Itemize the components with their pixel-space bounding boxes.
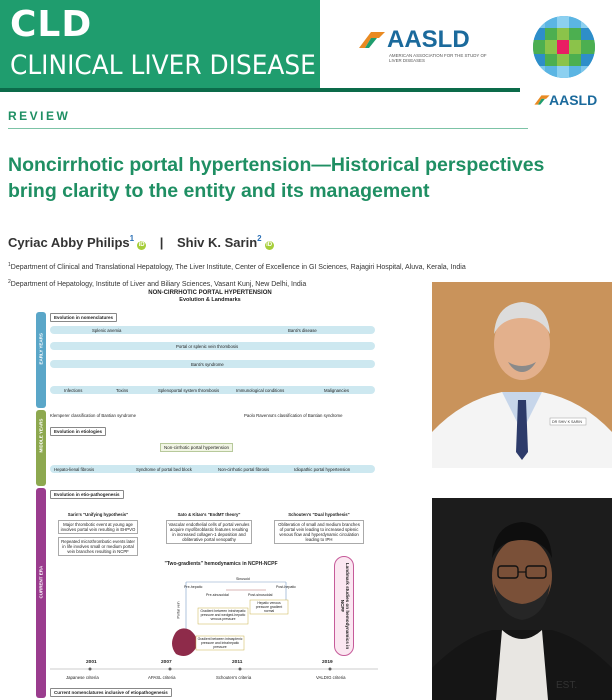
hypothesis-text: Vascular endothelial cells of portal venules acquire myofibroblastic features resulting in increased collagen-1 deposition and obliterative portal venopathy [166,520,252,544]
timeline-criteria: VALDIG criteria [316,675,346,680]
diagram-label: Pre-hepatic [184,585,203,589]
article-title: Noncirrhotic portal hypertension—Historical perspectives bring clarity to the entity and its management [8,154,545,202]
author-name[interactable]: Shiv K. Sarin [176,235,258,250]
hypothesis-title: Schouten's "Dual hypothesis" [288,512,350,517]
author-separator: | [159,235,164,250]
label-cause: Malignancies [324,388,350,393]
author-line [8,234,274,250]
label-splenic-anemia: Splenic anemia [92,328,122,333]
aasld-small-wordmark: AASLD [549,92,598,108]
label-klemperer: Klemperer classification of Bantian syndrome [50,413,136,418]
section-nomenclatures: Evolution in nomenclatures [50,313,117,322]
aasld-logo-small [533,92,608,110]
section-etiologies: Evolution in etiologies [50,427,106,436]
label-cause: Toxins [116,388,129,393]
label-bantis-disease: Banti's disease [288,328,317,333]
hypothesis-text: Major thrombotic event at young age involves portal vein resulting in EHPVO [58,520,138,534]
author-name[interactable]: Cyriac Abby Philips [8,235,130,250]
timeline-year: 2001 [86,660,97,665]
hypothesis-text: Repeated microthrombotic events later in life involves small or medium portal vein branches resulting in NCPF [58,537,138,556]
badge-text: DR SHIV K SARIN [552,420,582,424]
author-photo-philips [432,498,612,700]
label-cause: Splenoportal system thrombosis [158,388,220,393]
timeline-year: 2011 [232,660,243,665]
author-affil-sup: 1 [129,234,135,243]
hypothesis-sato [166,512,252,544]
two-gradients-title: "Two-gradients" hemodynamics in NCPH-NCPF [164,561,278,567]
label-portal-thrombosis: Portal or splenic vein thrombosis [176,344,239,349]
affiliation-sup: 2 [8,279,11,285]
journal-full-name: CLINICAL LIVER DISEASE [10,50,316,81]
label-entity: Non-cirrhotic portal fibrosis [218,467,270,472]
era-label [39,587,44,599]
section-current-nomenclatures: Current nomenclatures inclusive of etiopathogenesis [50,688,172,697]
timeline-criteria: APASL criteria [148,675,176,680]
author-affil-sup: 2 [257,234,262,243]
landmark-studies-pill [334,556,354,656]
diagram-label: Hepatic venous pressure gradient normal [255,601,283,613]
section-pathogenesis: Evolution in etio-pathogenesis [50,490,124,499]
diagram-label: Gradient between intrasplenic pressure and intrahepatic pressure [197,637,243,649]
hypothesis-text: Obliteration of small and medium branches of portal vein leading to increased splenic venous flow and hyperdynamic circulation leading to IPH [274,520,364,544]
diagram-label: Pre-sinusoidal [206,593,229,597]
timeline-figure [36,290,384,700]
era-label [39,353,44,365]
affiliation-text: Department of Clinical and Translational Hepatology, The Liver Institute, Center of Excellence in GI Sciences, Rajagiri Hospital, Aluva, Kerala, India [10,264,466,271]
affiliation-text: Department of Hepatology, Institute of Liver and Biliary Sciences, Vasant Kunj, New Delhi, India [10,281,307,288]
journal-banner-green [0,0,320,88]
orcid-icon[interactable]: iD [266,242,273,248]
aasld-wordmark: AASLD [387,26,470,53]
aasld-full-name: AMERICAN ASSOCIATION FOR THE STUDY OF LIVER DISEASES [389,53,487,63]
timeline-axis [50,666,378,672]
label-cause: Immunological conditions [236,388,285,393]
orcid-icon[interactable]: iD [138,242,145,248]
label-ravenna: Paolo Ravenna's classification of Bantian syndrome [244,413,343,418]
portrait-illustration [432,498,612,700]
hypothesis-schouten [274,512,364,544]
banner-stripe [0,88,520,92]
diagram-label: Post-hepatic [276,585,296,589]
hypothesis-title: Sarin's "Unifying hypothesis" [67,512,129,517]
timeline-year: 2007 [161,660,172,665]
label-entity: Syndrome of portal bed block [136,467,192,472]
figure-subtitle: Evolution & Landmarks [179,297,241,303]
hypothesis-title: Sato & Kitao's "EndMT theory" [177,512,241,517]
ncph-box: Non-cirrhotic portal hypertension [160,443,233,452]
section-divider [8,128,528,129]
affiliation-2 [8,279,306,288]
portrait-illustration [432,282,612,468]
author-photo-sarin [432,282,612,468]
timeline-criteria: Schouten's criteria [216,675,252,680]
journal-banner [0,0,612,92]
landmark-text: Landmark studies on hemodynamics in NCPF [340,562,350,650]
journal-abbrev: CLD [10,4,93,45]
label-bantis-syndrome: Banti's syndrome [191,362,224,367]
timeline-year: 2019 [322,660,333,665]
shirt-text: EST. [556,680,578,691]
aasld-logo [357,24,497,64]
era-label [39,441,44,453]
hypothesis-sarin [58,512,138,556]
timeline-criteria: Japanese criteria [66,675,99,680]
label-entity: Idiopathic portal hypertension [294,467,351,472]
diagram-label: Post-sinusoidal [248,593,273,597]
figure-title: NON-CIRRHOTIC PORTAL HYPERTENSION [148,290,272,296]
diagram-label: Gradient between intrahepatic pressure and wedged-hepatic venous pressure [200,609,246,621]
affiliation-sup: 1 [8,262,11,268]
label-entity: Hepato-lienal fibrosis [54,467,95,472]
mosaic-logo-icon [533,16,595,78]
aasld-swoosh-icon [357,28,387,52]
label-cause: Infections [64,388,83,393]
diagram-label: Portal vein [176,601,181,619]
affiliation-1 [8,262,466,271]
diagram-label: Sinusoid [236,577,250,581]
section-label: REVIEW [8,109,71,123]
